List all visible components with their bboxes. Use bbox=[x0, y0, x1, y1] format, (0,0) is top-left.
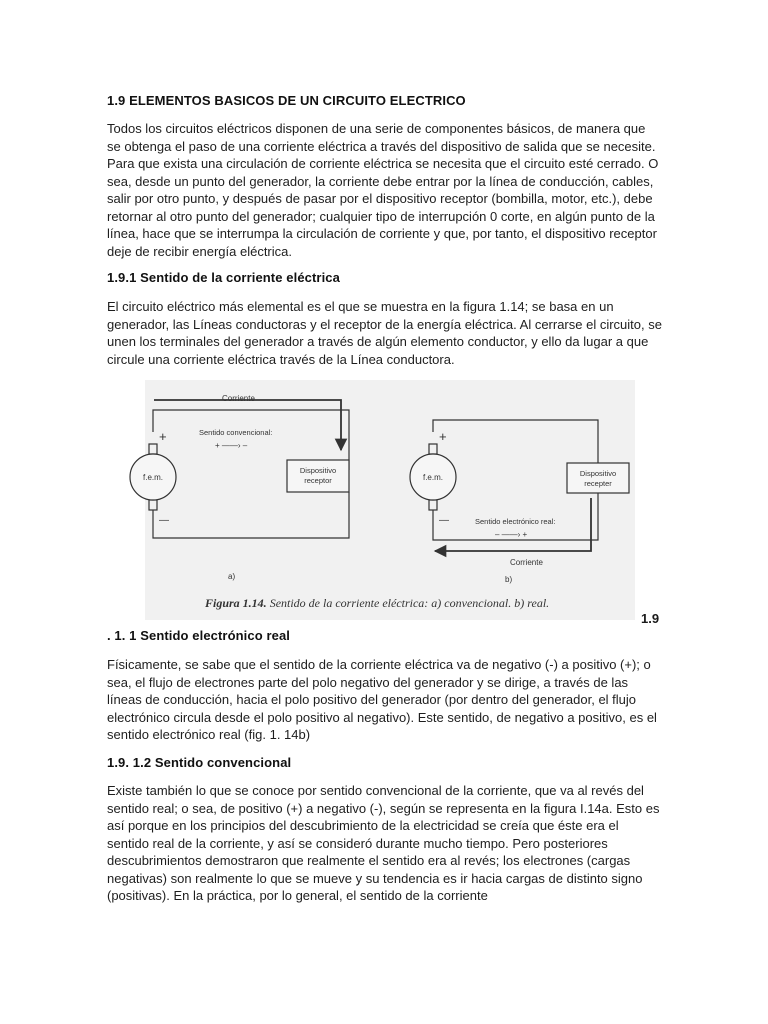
circuit-b-generator-label: f.e.m. bbox=[422, 473, 444, 482]
figure-caption-label: Figura 1.14. bbox=[205, 596, 267, 610]
circuit-a-tag: a) bbox=[228, 572, 236, 581]
circuit-b-minus-sign: — bbox=[439, 515, 449, 526]
circuit-b-plus-sign: + bbox=[439, 429, 447, 444]
circuit-figure bbox=[142, 380, 635, 620]
paragraph-conventional-sense: Existe también lo que se conoce por sentido convencional de la corriente, que va al revés del sentido real; o sea, de positivo (+) a negativo (-), según se representa en la figura I.14a. Esto es así porque en los principios del descubrimiento de la electricidad se creía que éste era el sentido real de la corriente, y así se consideró durante mucho tiempo. Pero posteriores descubrimientos demostraron que realmente el sentido era al revés; los electrones (cargas negativas) son realmente lo que se mueve y su tendencia es ir hacia cargas de distinto signo (positivas). En la práctica, por lo general, el sentido de la corriente bbox=[107, 783, 660, 903]
circuit-a-sense-symbols: + ——› – bbox=[215, 441, 248, 450]
circuit-b-device-line1: Dispositivo bbox=[579, 469, 617, 478]
section-title-real-electronic-sense: . 1. 1 Sentido electrónico real bbox=[107, 628, 290, 643]
circuit-b-device-line2: recepter bbox=[584, 479, 612, 488]
paragraph-basic-elements: Todos los circuitos eléctricos disponen de una serie de componentes básicos, de manera que se obtenga el paso de una corriente eléctrica a través del dispositivo de salida que se necesite. Para que exista una circulación de corriente eléctrica se necesita que el circuito esté cerrado. O sea, desde un punto del generador, la corriente debe entrar por la línea de conducción, cables, salir por otro punto, y después de pasar por el dispositivo receptor (bombilla, motor, etc.), debe retornar al otro punto del generador; cualquier tipo de interrupción 0 corte, en algún punto de la línea, hace que se interrumpa la circulación de corriente y que, por tanto, el dispositivo receptor deje de recibir energía eléctrica. bbox=[107, 121, 659, 259]
circuit-a-current-label: Corriente bbox=[222, 394, 255, 403]
circuit-b-tag: b) bbox=[505, 575, 513, 584]
paragraph-current-direction: El circuito eléctrico más elemental es el que se muestra en la figura 1.14; se basa en un generador, las Líneas conductoras y el receptor de la energía eléctrica. Al cerrarse el circuito, se unen los terminales del generador a través de algún elemento conductor, y ello da lugar a que circule una corriente eléctrica través de la Línea conductora. bbox=[107, 299, 662, 367]
figure-caption-text: Sentido de la corriente eléctrica: a) convencional. b) real. bbox=[266, 596, 550, 610]
circuit-b-current-label: Corriente bbox=[510, 558, 543, 567]
figure-caption bbox=[204, 596, 549, 610]
circuit-a-generator-label: f.e.m. bbox=[142, 473, 164, 482]
section-title-basic-elements: 1.9 ELEMENTOS BASICOS DE UN CIRCUITO ELECTRICO bbox=[107, 93, 466, 108]
section-title-conventional-sense: 1.9. 1.2 Sentido convencional bbox=[107, 755, 292, 770]
paragraph-real-electronic-sense: Físicamente, se sabe que el sentido de la corriente eléctrica va de negativo (-) a positivo (+); o sea, el flujo de electrones parte del polo negativo del generador y se dirige, a través de las líneas de conducción, hacia el polo positivo del generador (por dentro del generador, el flujo electrónico circula desde el polo positivo al negativo). Este sentido, de negativo a positivo, es el sentido electrónico real (fig. 1. 14b) bbox=[107, 657, 657, 742]
figure-number: 1.9 bbox=[641, 611, 660, 626]
circuit-a-plus-sign: + bbox=[159, 429, 167, 444]
circuit-b-sense-symbols: – ——› + bbox=[495, 530, 528, 539]
section-title-current-direction: 1.9.1 Sentido de la corriente eléctrica bbox=[107, 270, 340, 285]
circuit-a-device-line1: Dispositivo bbox=[299, 466, 337, 475]
circuit-b-receiver bbox=[567, 463, 629, 493]
circuit-a-sense-label: Sentido convencional: bbox=[199, 428, 273, 437]
circuit-a-device-line2: receptor bbox=[304, 476, 332, 485]
circuit-a-minus-sign: — bbox=[159, 515, 169, 526]
figure-background bbox=[142, 380, 635, 620]
circuit-b-sense-label: Sentido electrónico real: bbox=[475, 517, 556, 526]
